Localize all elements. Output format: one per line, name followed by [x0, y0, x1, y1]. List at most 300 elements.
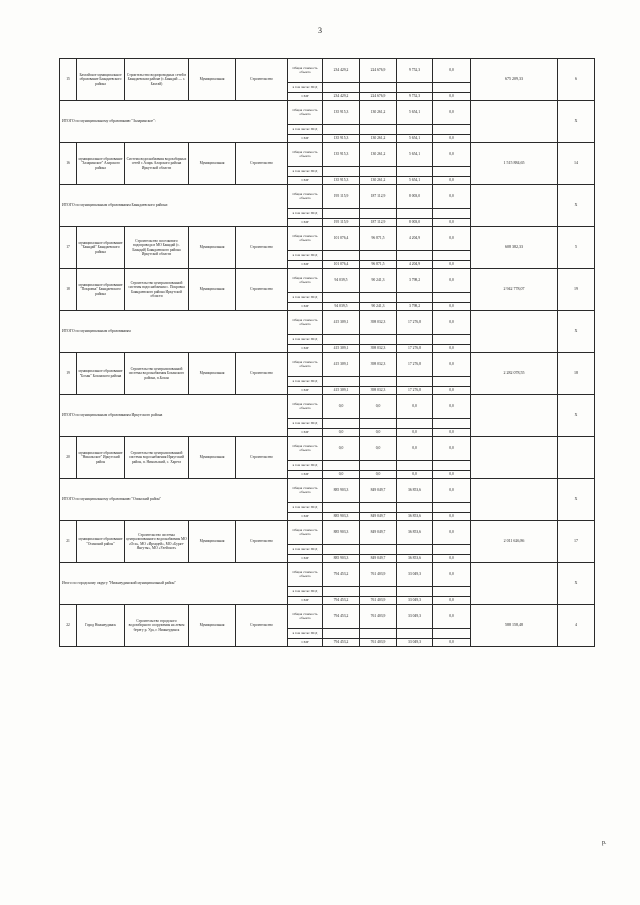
work-type-cell: Строительство	[236, 353, 288, 395]
label-smr: СМР	[288, 429, 323, 437]
value-cell: 849 049,7	[360, 521, 397, 545]
table-row	[60, 311, 595, 335]
count-cell: 19	[558, 269, 595, 311]
value-cell: 96 871,5	[360, 261, 397, 269]
empty-cell	[471, 395, 558, 437]
object-name-cell: Строительство водопроводных сетей в Баяндаевском районе (с.Баяндай — с. Бахтай)	[125, 59, 189, 101]
x-mark: Х	[558, 185, 595, 227]
value-cell	[397, 545, 433, 555]
empty-cell	[471, 311, 558, 353]
value-cell: 0,0	[433, 353, 471, 377]
value-cell	[433, 251, 471, 261]
value-cell	[360, 251, 397, 261]
value-cell: 0,0	[433, 227, 471, 251]
value-cell: 0,0	[433, 639, 471, 647]
empty-cell	[471, 185, 558, 227]
value-cell: 415 309,1	[323, 387, 360, 395]
value-cell	[360, 587, 397, 597]
value-cell	[323, 83, 360, 93]
value-cell: 0,0	[433, 185, 471, 209]
value-cell: 794 453,2	[323, 639, 360, 647]
label-psd: в том числе: ПСД	[288, 335, 323, 345]
value-cell: 130 261,2	[360, 177, 397, 185]
label-smr: СМР	[288, 177, 323, 185]
value-cell	[433, 83, 471, 93]
label-general: Общая стоимость объекта	[288, 101, 323, 125]
object-name-cell: Строительство централизованной системы водоснабжения с. Покровка Баяндаевского района Иркутской области	[125, 269, 189, 311]
value-cell: 94 039,5	[323, 303, 360, 311]
value-cell: 0,0	[360, 395, 397, 419]
label-general: Общая стоимость объекта	[288, 479, 323, 503]
value-cell	[360, 503, 397, 513]
value-cell: 33 049,3	[397, 563, 433, 587]
x-mark: Х	[558, 563, 595, 605]
municipality-cell: муниципальное образование "Заларинское" Аларского района	[77, 143, 125, 185]
ownership-cell: Муниципальная	[189, 353, 236, 395]
table-row	[60, 605, 595, 629]
value-cell: 761 403,9	[360, 597, 397, 605]
value-cell	[433, 125, 471, 135]
value-cell: 17 276,8	[397, 353, 433, 377]
municipality-cell: муниципальное образование "Никольское" Иркутский район	[77, 437, 125, 479]
value-cell: 885 903,3	[323, 479, 360, 503]
value-cell: 5 654,1	[397, 101, 433, 125]
label-psd: в том числе: ПСД	[288, 629, 323, 639]
count-cell: 18	[558, 353, 595, 395]
value-cell	[397, 377, 433, 387]
sum-cell	[471, 437, 558, 479]
value-cell	[433, 503, 471, 513]
count-cell: 17	[558, 521, 595, 563]
value-cell: 5 654,1	[397, 177, 433, 185]
label-general: Общая стоимость объекта	[288, 185, 323, 209]
work-type-cell: Строительство	[236, 521, 288, 563]
work-type-cell: Строительство	[236, 269, 288, 311]
row-number: 18	[60, 269, 77, 311]
margin-mark: р.	[602, 840, 607, 846]
value-cell: 0,0	[433, 555, 471, 563]
value-cell: 9 752,3	[397, 59, 433, 83]
count-cell: 4	[558, 605, 595, 647]
value-cell: 0,0	[433, 429, 471, 437]
value-cell: 130 261,2	[360, 101, 397, 125]
value-cell: 0,0	[433, 177, 471, 185]
count-cell: 6	[558, 59, 595, 101]
empty-cell	[471, 479, 558, 521]
x-mark: Х	[558, 479, 595, 521]
value-cell: 36 853,6	[397, 479, 433, 503]
value-cell	[433, 209, 471, 219]
value-cell: 33 049,3	[397, 605, 433, 629]
value-cell: 0,0	[360, 429, 397, 437]
value-cell: 0,0	[433, 135, 471, 143]
value-cell: 36 853,6	[397, 513, 433, 521]
value-cell: 0,0	[397, 471, 433, 479]
count-cell: 14	[558, 143, 595, 185]
value-cell	[397, 461, 433, 471]
value-cell: 0,0	[360, 437, 397, 461]
value-cell: 36 853,6	[397, 521, 433, 545]
value-cell: 0,0	[433, 59, 471, 83]
value-cell	[323, 545, 360, 555]
value-cell	[323, 419, 360, 429]
label-psd: в том числе: ПСД	[288, 587, 323, 597]
label-general: Общая стоимость объекта	[288, 563, 323, 587]
value-cell: 0,0	[433, 219, 471, 227]
label-smr: СМР	[288, 471, 323, 479]
value-cell	[323, 629, 360, 639]
row-number: 19	[60, 353, 77, 395]
value-cell: 849 049,7	[360, 479, 397, 503]
sum-cell: 608 382,33	[471, 227, 558, 269]
value-cell: 0,0	[433, 471, 471, 479]
value-cell: 101 076,4	[323, 261, 360, 269]
value-cell: 224 676,9	[360, 59, 397, 83]
municipality-cell: муниципальное образование "Покровка" Баяндаевского района	[77, 269, 125, 311]
value-cell: 794 453,2	[323, 563, 360, 587]
value-cell: 398 032,3	[360, 387, 397, 395]
object-name-cell: Строительство городского водозаборного сооружения на левом берегу р. Уда, г. Нижнеудинск	[125, 605, 189, 647]
label-psd: в том числе: ПСД	[288, 167, 323, 177]
value-cell: 0,0	[433, 311, 471, 335]
value-cell: 9 752,3	[397, 93, 433, 101]
value-cell: 849 049,7	[360, 555, 397, 563]
value-cell: 17 276,8	[397, 387, 433, 395]
value-cell: 0,0	[433, 101, 471, 125]
value-cell	[433, 335, 471, 345]
value-cell: 33 049,3	[397, 597, 433, 605]
label-psd: в том числе: ПСД	[288, 419, 323, 429]
value-cell: 17 276,8	[397, 345, 433, 353]
table-row	[60, 521, 595, 545]
label-smr: СМР	[288, 597, 323, 605]
value-cell: 195 115,9	[323, 185, 360, 209]
label-general: Общая стоимость объекта	[288, 311, 323, 335]
value-cell: 130 261,2	[360, 135, 397, 143]
work-type-cell: Строительство	[236, 605, 288, 647]
value-cell: 94 039,5	[323, 269, 360, 293]
value-cell	[360, 377, 397, 387]
work-type-cell: Строительство	[236, 227, 288, 269]
value-cell: 0,0	[323, 437, 360, 461]
value-cell: 761 403,9	[360, 639, 397, 647]
value-cell	[360, 335, 397, 345]
sum-cell: 2 011 626,86	[471, 521, 558, 563]
value-cell: 101 076,4	[323, 227, 360, 251]
value-cell: 8 003,0	[397, 185, 433, 209]
work-type-cell: Строительство	[236, 59, 288, 101]
label-smr: СМР	[288, 303, 323, 311]
value-cell	[397, 419, 433, 429]
ownership-cell: Муниципальная	[189, 227, 236, 269]
value-cell: 885 903,3	[323, 521, 360, 545]
value-cell: 5 654,1	[397, 143, 433, 167]
value-cell: 187 112,9	[360, 219, 397, 227]
label-psd: в том числе: ПСД	[288, 125, 323, 135]
value-cell: 415 309,1	[323, 353, 360, 377]
value-cell	[323, 251, 360, 261]
value-cell: 90 241,3	[360, 303, 397, 311]
label-smr: СМР	[288, 261, 323, 269]
municipality-cell: муниципальное образование "Баяндай" Баяндаевского района	[77, 227, 125, 269]
value-cell: 36 853,6	[397, 555, 433, 563]
label-psd: в том числе: ПСД	[288, 251, 323, 261]
empty-cell	[471, 563, 558, 605]
label-smr: СМР	[288, 555, 323, 563]
row-number: 20	[60, 437, 77, 479]
total-label: ИТОГО по муниципальным образованиям Баяндаевского района:	[60, 185, 288, 227]
value-cell	[433, 629, 471, 639]
municipality-cell: Бахтайское муниципальное образование Баяндаевского района	[77, 59, 125, 101]
empty-cell	[471, 101, 558, 143]
value-cell: 398 032,3	[360, 345, 397, 353]
row-number: 15	[60, 59, 77, 101]
row-number: 17	[60, 227, 77, 269]
value-cell: 0,0	[433, 395, 471, 419]
label-psd: в том числе: ПСД	[288, 503, 323, 513]
value-cell: 885 903,3	[323, 555, 360, 563]
x-mark: Х	[558, 101, 595, 143]
value-cell: 0,0	[433, 563, 471, 587]
value-cell: 234 429,2	[323, 59, 360, 83]
value-cell: 8 003,0	[397, 219, 433, 227]
value-cell	[360, 419, 397, 429]
label-general: Общая стоимость объекта	[288, 227, 323, 251]
value-cell	[397, 83, 433, 93]
value-cell: 135 915,3	[323, 135, 360, 143]
object-name-cell: Строительство централизованной системы водоснабжения Боханского района, п.Бохан	[125, 353, 189, 395]
value-cell	[323, 503, 360, 513]
object-name-cell: Строительство системы централизованного водоснабжения МО «Оса», МО «Ирхидей», МО «Бурят-Янгуты», МО «Улейское»	[125, 521, 189, 563]
value-cell	[433, 461, 471, 471]
value-cell: 130 261,2	[360, 143, 397, 167]
value-cell	[433, 167, 471, 177]
value-cell	[360, 125, 397, 135]
sum-cell: 588 158,48	[471, 605, 558, 647]
value-cell: 849 049,7	[360, 513, 397, 521]
value-cell: 135 915,3	[323, 143, 360, 167]
value-cell: 135 915,3	[323, 177, 360, 185]
value-cell	[397, 209, 433, 219]
value-cell: 5 654,1	[397, 135, 433, 143]
value-cell: 0,0	[433, 513, 471, 521]
label-smr: СМР	[288, 345, 323, 353]
count-cell	[558, 437, 595, 479]
label-general: Общая стоимость объекта	[288, 59, 323, 83]
value-cell: 0,0	[433, 597, 471, 605]
value-cell	[397, 335, 433, 345]
value-cell: 3 798,2	[397, 269, 433, 293]
ownership-cell: Муниципальная	[189, 605, 236, 647]
count-cell: 5	[558, 227, 595, 269]
value-cell: 0,0	[397, 429, 433, 437]
value-cell: 90 241,3	[360, 269, 397, 293]
row-number: 16	[60, 143, 77, 185]
value-cell: 4 204,9	[397, 261, 433, 269]
value-cell	[360, 461, 397, 471]
value-cell: 135 915,3	[323, 101, 360, 125]
total-label: ИТОГО по муниципальному образованию "Осинский район"	[60, 479, 288, 521]
work-type-cell: Строительство	[236, 143, 288, 185]
sum-cell: 2 942 778,07	[471, 269, 558, 311]
label-smr: СМР	[288, 135, 323, 143]
value-cell: 4 204,9	[397, 227, 433, 251]
value-cell: 234 429,2	[323, 93, 360, 101]
label-general: Общая стоимость объекта	[288, 269, 323, 293]
value-cell: 0,0	[397, 395, 433, 419]
label-psd: в том числе: ПСД	[288, 545, 323, 555]
value-cell	[433, 587, 471, 597]
value-cell	[433, 377, 471, 387]
label-smr: СМР	[288, 387, 323, 395]
value-cell: 794 453,2	[323, 597, 360, 605]
value-cell: 187 112,9	[360, 185, 397, 209]
work-type-cell: Строительство	[236, 437, 288, 479]
value-cell: 33 049,3	[397, 639, 433, 647]
sum-cell: 675 209,33	[471, 59, 558, 101]
value-cell: 885 903,3	[323, 513, 360, 521]
value-cell	[360, 293, 397, 303]
value-cell: 3 798,2	[397, 303, 433, 311]
label-general: Общая стоимость объекта	[288, 437, 323, 461]
table-row	[60, 395, 595, 419]
value-cell	[323, 461, 360, 471]
value-cell: 0,0	[433, 93, 471, 101]
value-cell	[323, 377, 360, 387]
value-cell: 0,0	[323, 429, 360, 437]
value-cell	[360, 545, 397, 555]
value-cell	[397, 629, 433, 639]
value-cell	[360, 167, 397, 177]
ownership-cell: Муниципальная	[189, 59, 236, 101]
value-cell	[360, 83, 397, 93]
ownership-cell: Муниципальная	[189, 269, 236, 311]
value-cell: 0,0	[397, 437, 433, 461]
municipality-cell: Город Нижнеудинск	[77, 605, 125, 647]
value-cell	[397, 125, 433, 135]
value-cell	[433, 545, 471, 555]
label-psd: в том числе: ПСД	[288, 377, 323, 387]
table-row	[60, 227, 595, 251]
ownership-cell: Муниципальная	[189, 143, 236, 185]
table-row	[60, 143, 595, 167]
label-smr: СМР	[288, 513, 323, 521]
table-row	[60, 101, 595, 125]
value-cell: 224 676,9	[360, 93, 397, 101]
value-cell	[323, 125, 360, 135]
program-table	[59, 58, 595, 647]
value-cell	[323, 209, 360, 219]
row-number: 22	[60, 605, 77, 647]
value-cell	[323, 587, 360, 597]
value-cell: 398 032,3	[360, 311, 397, 335]
label-psd: в том числе: ПСД	[288, 293, 323, 303]
table-row	[60, 563, 595, 587]
x-mark: Х	[558, 395, 595, 437]
value-cell: 0,0	[433, 387, 471, 395]
table-row	[60, 269, 595, 293]
table-row	[60, 59, 595, 83]
value-cell: 398 032,3	[360, 353, 397, 377]
label-smr: СМР	[288, 639, 323, 647]
value-cell	[397, 251, 433, 261]
value-cell: 0,0	[323, 395, 360, 419]
object-name-cell: Строительство поселкового водопровода в МО Баяндай (с. Баяндай) Баяндаевского района Иркутской области	[125, 227, 189, 269]
value-cell	[433, 419, 471, 429]
label-smr: СМР	[288, 93, 323, 101]
value-cell: 17 276,8	[397, 311, 433, 335]
value-cell	[397, 503, 433, 513]
value-cell	[323, 335, 360, 345]
value-cell: 0,0	[433, 261, 471, 269]
total-label: ИТОГО по муниципальному образованию "Заларинское":	[60, 101, 288, 143]
value-cell: 0,0	[433, 605, 471, 629]
page-number: 3	[318, 26, 322, 35]
label-general: Общая стоимость объекта	[288, 353, 323, 377]
value-cell	[360, 629, 397, 639]
value-cell: 761 403,9	[360, 605, 397, 629]
label-general: Общая стоимость объекта	[288, 521, 323, 545]
ownership-cell: Муниципальная	[189, 521, 236, 563]
total-label: ИТОГО по муниципальным образованиям Иркутского района	[60, 395, 288, 437]
label-general: Общая стоимость объекта	[288, 605, 323, 629]
value-cell: 96 871,5	[360, 227, 397, 251]
value-cell: 761 403,9	[360, 563, 397, 587]
label-psd: в том числе: ПСД	[288, 209, 323, 219]
municipality-cell: муниципальное образование "Бохан" Боханского района	[77, 353, 125, 395]
value-cell: 794 453,2	[323, 605, 360, 629]
row-number: 21	[60, 521, 77, 563]
value-cell: 0,0	[433, 345, 471, 353]
sum-cell: 1 515 884,65	[471, 143, 558, 185]
x-mark: Х	[558, 311, 595, 353]
value-cell: 0,0	[433, 437, 471, 461]
label-smr: СМР	[288, 219, 323, 227]
municipality-cell: муниципальное образование "Осинский район"	[77, 521, 125, 563]
value-cell: 415 309,1	[323, 345, 360, 353]
value-cell: 0,0	[433, 143, 471, 167]
table-row	[60, 353, 595, 377]
sum-cell: 2 282 078,55	[471, 353, 558, 395]
value-cell: 0,0	[360, 471, 397, 479]
total-label: ИТОГО по муниципальным образованиям	[60, 311, 288, 353]
total-label: Итого по городскому округу "Нижнеудинский муниципальный район"	[60, 563, 288, 605]
label-psd: в том числе: ПСД	[288, 83, 323, 93]
value-cell	[433, 293, 471, 303]
value-cell	[397, 587, 433, 597]
value-cell: 0,0	[433, 479, 471, 503]
value-cell: 0,0	[433, 269, 471, 293]
table-row	[60, 479, 595, 503]
value-cell: 0,0	[433, 303, 471, 311]
label-general: Общая стоимость объекта	[288, 395, 323, 419]
label-general: Общая стоимость объекта	[288, 143, 323, 167]
value-cell	[360, 209, 397, 219]
object-name-cell: Система водоснабжения водозаборных сетей с.Аларь Аларского района Иркутской области	[125, 143, 189, 185]
object-name-cell: Строительство централизованной системы водоснабжения Иркутский район, п. Никольский, с. Харета	[125, 437, 189, 479]
value-cell	[397, 293, 433, 303]
ownership-cell: Муниципальная	[189, 437, 236, 479]
value-cell	[323, 293, 360, 303]
label-psd: в том числе: ПСД	[288, 461, 323, 471]
value-cell	[397, 167, 433, 177]
table-row	[60, 185, 595, 209]
value-cell: 195 115,9	[323, 219, 360, 227]
value-cell: 0,0	[323, 471, 360, 479]
table-row	[60, 437, 595, 461]
value-cell	[323, 167, 360, 177]
value-cell: 415 309,1	[323, 311, 360, 335]
